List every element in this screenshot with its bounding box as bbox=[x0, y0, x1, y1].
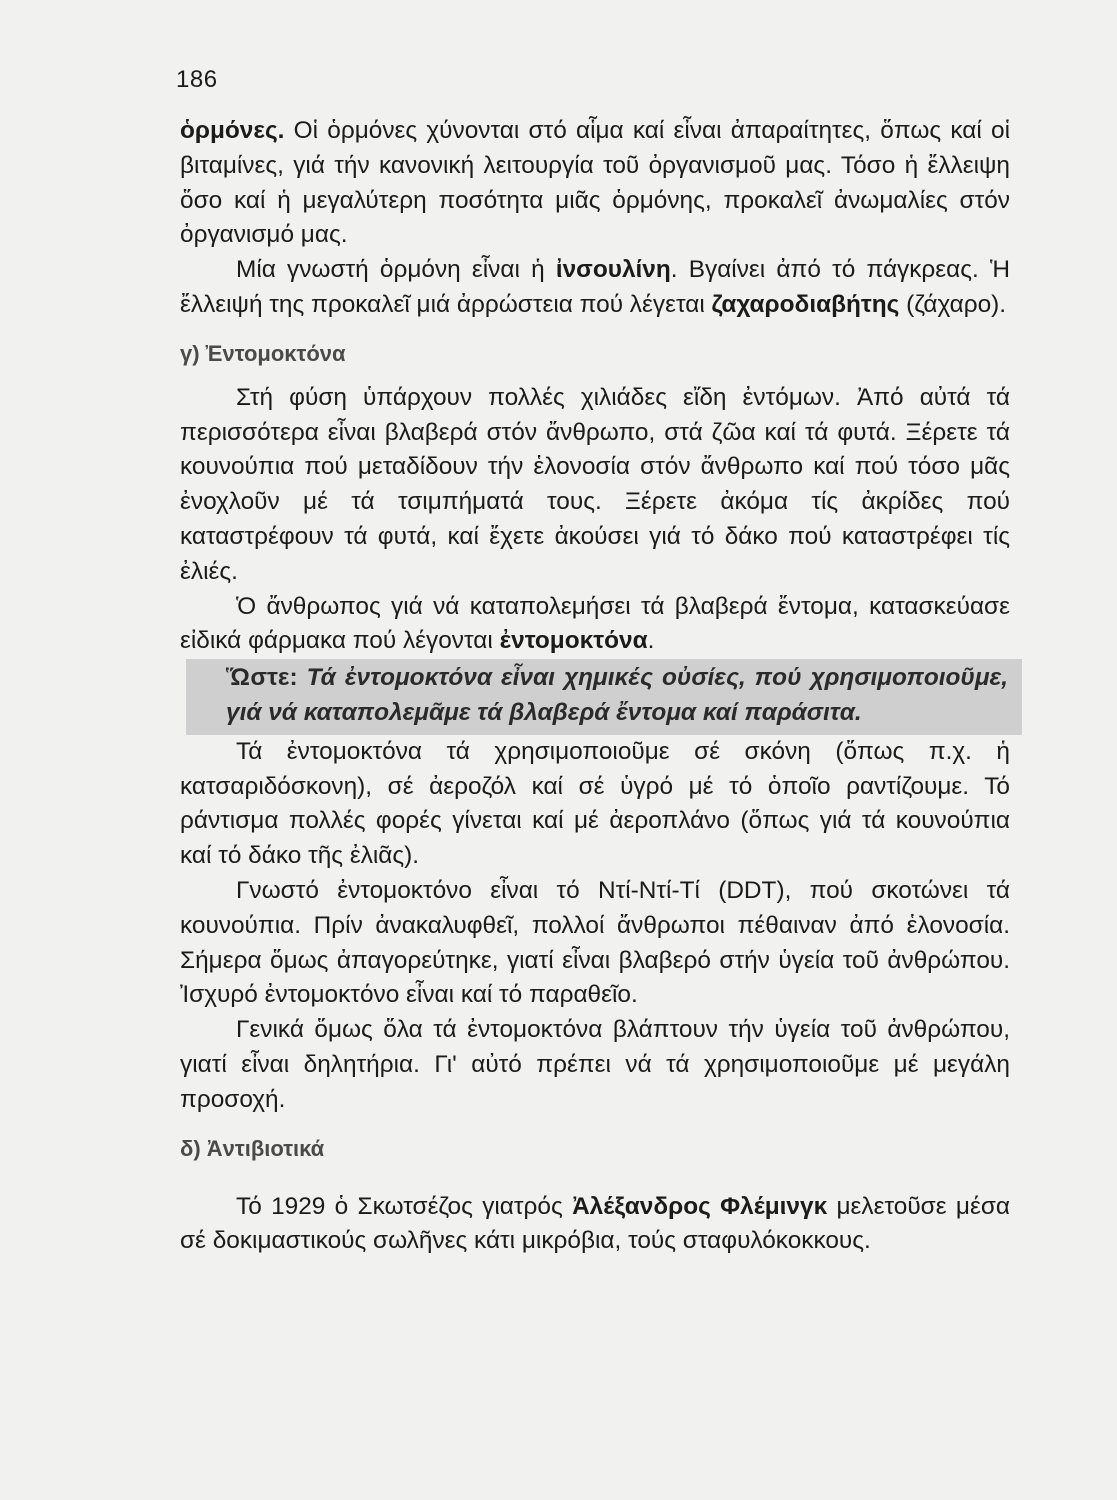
term-insecticides: ἐντομοκτόνα bbox=[499, 627, 648, 655]
term-hormones: ὁρμόνες. bbox=[180, 117, 285, 144]
page-content bbox=[180, 114, 1010, 1259]
paragraph-text: Τό 1929 ὁ Σκωτσέζος γιατρός bbox=[236, 1192, 573, 1220]
definition-box bbox=[186, 659, 1022, 735]
page-number: 186 bbox=[176, 66, 218, 93]
paragraph-text: . bbox=[647, 627, 655, 655]
paragraph-text: Ὁ ἄνθρωπος γιά νά καταπολεμήσει τά βλαβερά ἔντομα, κατασκεύασε εἰδικά φάρμακα πού λέγονται bbox=[180, 592, 1010, 655]
definition-text: Τά ἐντομοκτόνα εἶναι χημικές οὐσίες, πού χρησιμοποιοῦμε, γιά νά καταπολεμᾶμε τά βλαβερά ἔντομα καί παράσιτα. bbox=[226, 664, 1008, 726]
term-diabetes: ζαχαροδιαβήτης bbox=[711, 290, 900, 318]
paragraph-ddt: Γνωστό ἐντομοκτόνο εἶναι τό Ντί-Ντί-Τί (DDT), πού σκοτώνει τά κουνούπια. Πρίν ἀνακαλυφθεῖ, πολλοί ἄνθρωποι πέθαιναν ἀπό ἑλονοσία. Σήμερα ὅμως ἀπαγορεύτηκε, γιατί εἶναι βλαβερό στήν ὑγεία τοῦ ἀνθρώπου. Ἰσχυρό ἐντομοκτόνο εἶναι καί τό παραθεῖο. bbox=[180, 876, 1010, 1009]
paragraph-hormones bbox=[180, 114, 1010, 253]
paragraph-usage: Τά ἐντομοκτόνα τά χρησιμοποιοῦμε σέ σκόνη (ὅπως π.χ. ἡ κατσαριδόσκονη), σέ ἀεροζόλ καί σέ ὑγρό μέ τό ὁποῖο ραντίζουμε. Τό ράντισμα πολλές φορές γίνεται καί μέ ἀεροπλάνο (ὅπως γιά τά κουνούπια καί τό δάκο τῆς ἐλιᾶς). bbox=[180, 737, 1010, 870]
paragraph-insects: Στή φύση ὑπάρχουν πολλές χιλιάδες εἴδη ἐντόμων. Ἀπό αὐτά τά περισσότερα εἶναι βλαβερά στόν ἄνθρωπο, στά ζῶα καί τά φυτά. Ξέρετε τά κουνούπια πού μεταδίδουν τήν ἑλονοσία στόν ἄνθρωπο καί πού τόσο μᾶς ἐνοχλοῦν μέ τά τσιμπήματά τους. Ξέρετε ἀκόμα τίς ἀκρίδες πού καταστρέφουν τά φυτά, καί ἔχετε ἀκούσει γιά τό δάκο πού καταστρέφει τίς ἐλιές. bbox=[180, 383, 1010, 585]
paragraph-insulin bbox=[180, 253, 1010, 323]
paragraph-text: (ζάχαρο). bbox=[899, 290, 1007, 318]
paragraph-text: μελετοῦσε μέσα σέ δοκιμαστικούς σωλῆνες κάτι μικρόβια, τούς σταφυλόκοκκους. bbox=[180, 1192, 1010, 1255]
section-heading-antibiotics: δ) Ἀντιβιοτικά bbox=[180, 1135, 325, 1161]
paragraph-text: . Βγαίνει ἀπό τό πάγκρεας. Ἡ ἔλλειψή της προκαλεῖ μιά ἀρρώστεια πού λέγεται bbox=[180, 256, 1010, 318]
paragraph-text: Μία γνωστή ὁρμόνη εἶναι ἡ bbox=[236, 256, 556, 284]
paragraph-text: Οἱ ὁρμόνες χύνονται στό αἷμα καί εἶναι ἀπαραίτητες, ὅπως καί οἱ βιταμίνες, γιά τήν κανονική λειτουργία τοῦ ὀργανισμοῦ μας. Τόσο ἡ ἔλλειψη ὅσο καί ἡ μεγαλύτερη ποσότητα μιᾶς ὁρμόνης, προκαλεῖ ἀνωμαλίες στόν ὀργανισμό μας. bbox=[180, 117, 1010, 249]
paragraph-harm: Γενικά ὅμως ὅλα τά ἐντομοκτόνα βλάπτουν τήν ὑγεία τοῦ ἀνθρώπου, γιατί εἶναι δηλητήρια. Γι' αὐτό πρέπει νά τά χρησιμοποιοῦμε μέ μεγάλη προσοχή. bbox=[180, 1016, 1010, 1113]
term-fleming: Ἀλέξανδρος Φλέμινγκ bbox=[572, 1192, 828, 1220]
paragraph-fleming bbox=[180, 1190, 1010, 1260]
paragraph-insecticides-intro bbox=[180, 590, 1010, 660]
term-insulin: ἰνσουλίνη bbox=[555, 256, 671, 284]
section-heading-insecticides: γ) Ἐντομοκτόνα bbox=[180, 340, 346, 366]
definition-lead: Ὥστε: bbox=[226, 664, 298, 692]
